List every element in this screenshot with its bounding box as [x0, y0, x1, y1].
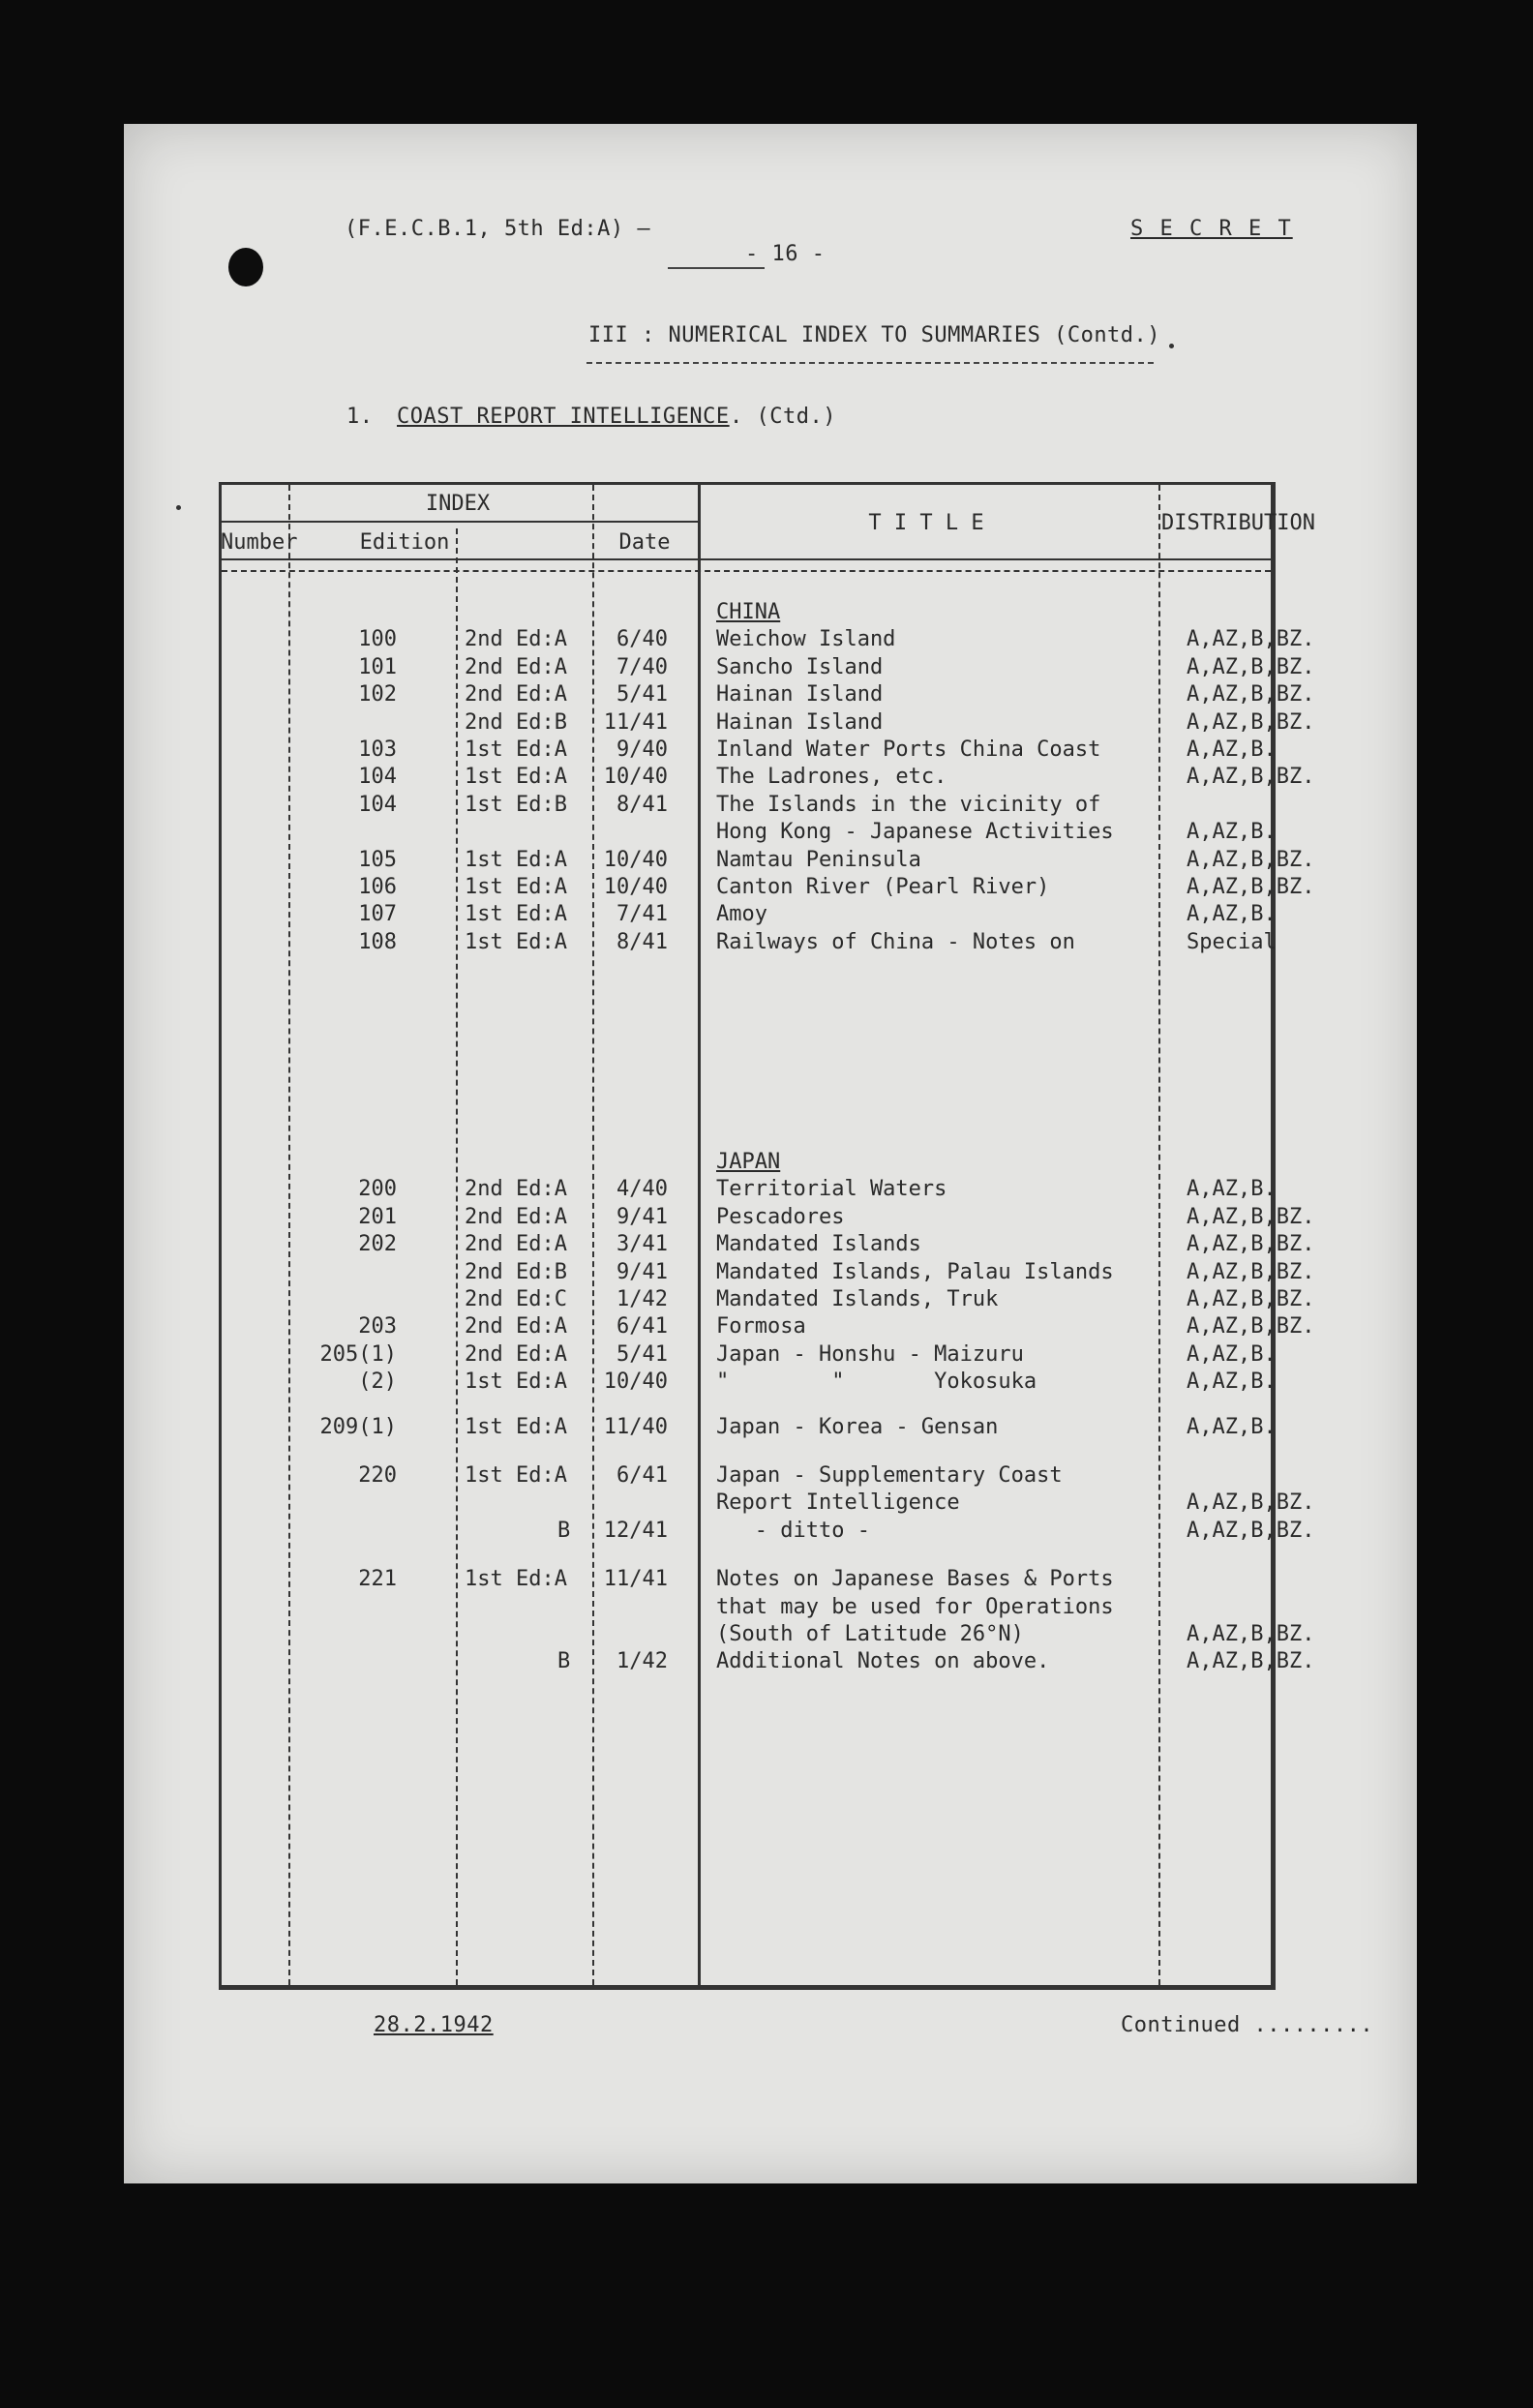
column-divider [1158, 485, 1160, 1985]
row-edition: 2nd Ed:B [465, 1259, 567, 1284]
row-number: 200 [358, 1177, 397, 1202]
page-number-underline [668, 267, 765, 269]
row-title: " " Yokosuka [716, 1370, 1037, 1395]
row-distribution: A,AZ,B,BZ. [1187, 1518, 1315, 1543]
row-date: 10/40 [603, 847, 668, 872]
column-header-number: Number [221, 530, 298, 555]
row-date: 9/41 [616, 1259, 668, 1284]
row-distribution: A,AZ,B,BZ. [1187, 709, 1315, 735]
row-title: Railways of China - Notes on [716, 929, 1075, 954]
row-number: 104 [358, 765, 397, 790]
row-distribution: A,AZ,B,BZ. [1187, 847, 1315, 872]
speck [176, 505, 181, 510]
header-rule-double [222, 570, 1271, 572]
document-date: 28.2.1942 [374, 2013, 494, 2037]
row-date: 6/41 [616, 1463, 668, 1488]
classification-marking: S E C R E T [1130, 217, 1293, 241]
row-title: Additional Notes on above. [716, 1649, 1050, 1674]
row-distribution: A,AZ,B,BZ. [1187, 1622, 1315, 1646]
row-edition: 1st Ed:A [465, 929, 567, 954]
row-edition: 2nd Ed:A [465, 1341, 567, 1367]
row-distribution: A,AZ,B,BZ. [1187, 1314, 1315, 1339]
row-title: Pescadores [716, 1204, 845, 1229]
row-distribution: A,AZ,B,BZ. [1187, 1490, 1315, 1516]
row-number: 201 [358, 1204, 397, 1229]
row-title: Japan - Supplementary Coast [716, 1463, 1063, 1488]
row-title: - ditto - [716, 1518, 870, 1543]
row-number: 205(1) [319, 1341, 397, 1367]
row-edition: 2nd Ed:A [465, 682, 567, 707]
group-heading: JAPAN [716, 1150, 781, 1174]
row-edition: 1st Ed:A [465, 1463, 567, 1488]
row-number: 108 [358, 929, 397, 954]
row-edition: 2nd Ed:B [465, 709, 567, 735]
row-distribution: A,AZ,B,BZ. [1187, 627, 1315, 652]
row-distribution: A,AZ,B,BZ. [1187, 1287, 1315, 1311]
row-edition: 1st Ed:A [465, 875, 567, 899]
row-distribution: A,AZ,B,BZ. [1187, 1232, 1315, 1257]
row-edition: B [557, 1649, 571, 1674]
column-divider [456, 528, 458, 1985]
row-number: 221 [358, 1567, 397, 1592]
row-title: Japan - Korea - Gensan [716, 1414, 999, 1439]
row-number: 105 [358, 847, 397, 872]
index-group-rule [222, 521, 698, 523]
column-header-date: Date [618, 530, 671, 555]
row-date: 4/40 [616, 1177, 668, 1202]
continued-note: Continued ......... [1121, 2013, 1374, 2037]
row-date: 5/41 [616, 1341, 668, 1367]
row-title: Inland Water Ports China Coast [716, 737, 1101, 762]
section-title-underline [586, 362, 1154, 364]
row-date: 11/41 [603, 1567, 668, 1592]
row-number: 202 [358, 1232, 397, 1257]
row-edition: 2nd Ed:A [465, 1204, 567, 1229]
row-date: 1/42 [616, 1287, 668, 1311]
row-distribution: A,AZ,B. [1187, 737, 1277, 762]
row-distribution: A,AZ,B. [1187, 1414, 1277, 1439]
row-distribution: A,AZ,B,BZ. [1187, 1204, 1315, 1229]
row-date: 10/40 [603, 765, 668, 790]
row-date: 7/40 [616, 654, 668, 679]
row-title: Japan - Honshu - Maizuru [716, 1341, 1024, 1367]
subsection-title: COAST REPORT INTELLIGENCE [397, 405, 730, 429]
row-distribution: A,AZ,B,BZ. [1187, 875, 1315, 899]
row-number: 209(1) [319, 1414, 397, 1439]
row-edition: 2nd Ed:A [465, 1232, 567, 1257]
row-distribution: A,AZ,B,BZ. [1187, 1259, 1315, 1284]
row-date: 3/41 [616, 1232, 668, 1257]
row-title: (South of Latitude 26°N) [716, 1622, 1024, 1646]
row-edition: 2nd Ed:A [465, 1177, 567, 1202]
row-title: Namtau Peninsula [716, 847, 921, 872]
row-distribution: A,AZ,B. [1187, 1177, 1277, 1202]
row-title: The Ladrones, etc. [716, 765, 947, 790]
row-number: 220 [358, 1463, 397, 1488]
column-header-title: T I T L E [868, 511, 984, 535]
row-number: 102 [358, 682, 397, 707]
row-title: Report Intelligence [716, 1490, 960, 1516]
row-date: 6/40 [616, 627, 668, 652]
row-title: Mandated Islands, Palau Islands [716, 1259, 1114, 1284]
row-number: 101 [358, 654, 397, 679]
column-divider [288, 485, 290, 1985]
section-title: III : NUMERICAL INDEX TO SUMMARIES (Contd.) [588, 323, 1161, 347]
row-edition: 1st Ed:A [465, 1370, 567, 1395]
row-date: 12/41 [603, 1518, 668, 1543]
row-edition: B [557, 1518, 571, 1543]
row-date: 9/40 [616, 737, 668, 762]
row-distribution: A,AZ,B,BZ. [1187, 682, 1315, 707]
row-edition: 1st Ed:A [465, 902, 567, 927]
row-title: The Islands in the vicinity of [716, 792, 1101, 817]
row-title: Weichow Island [716, 627, 896, 652]
row-title: Notes on Japanese Bases & Ports [716, 1567, 1114, 1592]
row-title: Hainan Island [716, 682, 884, 707]
index-group-header: INDEX [425, 492, 491, 516]
column-divider [698, 485, 701, 1985]
row-title: Mandated Islands [716, 1232, 921, 1257]
row-number: 106 [358, 875, 397, 899]
row-number: 203 [358, 1314, 397, 1339]
row-edition: 2nd Ed:C [465, 1287, 567, 1311]
row-date: 1/42 [616, 1649, 668, 1674]
row-edition: 1st Ed:B [465, 792, 567, 817]
row-date: 8/41 [616, 929, 668, 954]
row-date: 10/40 [603, 875, 668, 899]
row-title: that may be used for Operations [716, 1594, 1114, 1619]
row-date: 10/40 [603, 1370, 668, 1395]
row-title: Territorial Waters [716, 1177, 947, 1202]
row-number: 104 [358, 792, 397, 817]
row-number: 107 [358, 902, 397, 927]
row-number: (2) [358, 1370, 397, 1395]
row-date: 8/41 [616, 792, 668, 817]
row-date: 11/41 [603, 709, 668, 735]
column-header-distribution: DISTRIBUTION [1161, 511, 1315, 535]
row-edition: 1st Ed:A [465, 765, 567, 790]
page-number: - 16 - [745, 242, 826, 266]
row-date: 7/41 [616, 902, 668, 927]
row-date: 6/41 [616, 1314, 668, 1339]
subsection-suffix: . (Ctd.) [730, 405, 836, 429]
row-date: 5/41 [616, 682, 668, 707]
row-distribution: Special [1187, 929, 1277, 954]
row-title: Mandated Islands, Truk [716, 1287, 999, 1311]
row-edition: 1st Ed:A [465, 1414, 567, 1439]
punch-hole [228, 248, 263, 286]
speck [1169, 344, 1174, 348]
row-title: Formosa [716, 1314, 806, 1339]
row-distribution: A,AZ,B,BZ. [1187, 1649, 1315, 1674]
group-heading: CHINA [716, 600, 781, 624]
row-title: Hong Kong - Japanese Activities [716, 820, 1114, 845]
row-edition: 2nd Ed:A [465, 654, 567, 679]
document-reference: (F.E.C.B.1, 5th Ed:A) — [345, 217, 651, 241]
row-date: 9/41 [616, 1204, 668, 1229]
row-edition: 2nd Ed:A [465, 627, 567, 652]
row-title: Canton River (Pearl River) [716, 875, 1050, 899]
row-title: Amoy [716, 902, 767, 927]
row-distribution: A,AZ,B. [1187, 1370, 1277, 1395]
row-date: 11/40 [603, 1414, 668, 1439]
row-title: Hainan Island [716, 709, 884, 735]
subsection-number: 1. [346, 405, 374, 429]
row-number: 100 [358, 627, 397, 652]
row-title: Sancho Island [716, 654, 884, 679]
row-distribution: A,AZ,B. [1187, 902, 1277, 927]
header-rule [222, 558, 1271, 560]
row-edition: 1st Ed:A [465, 737, 567, 762]
row-edition: 2nd Ed:A [465, 1314, 567, 1339]
row-edition: 1st Ed:A [465, 1567, 567, 1592]
row-number: 103 [358, 737, 397, 762]
row-distribution: A,AZ,B,BZ. [1187, 765, 1315, 790]
row-distribution: A,AZ,B. [1187, 1341, 1277, 1367]
row-distribution: A,AZ,B,BZ. [1187, 654, 1315, 679]
row-edition: 1st Ed:A [465, 847, 567, 872]
row-distribution: A,AZ,B. [1187, 820, 1277, 845]
column-header-edition: Edition [359, 530, 450, 555]
